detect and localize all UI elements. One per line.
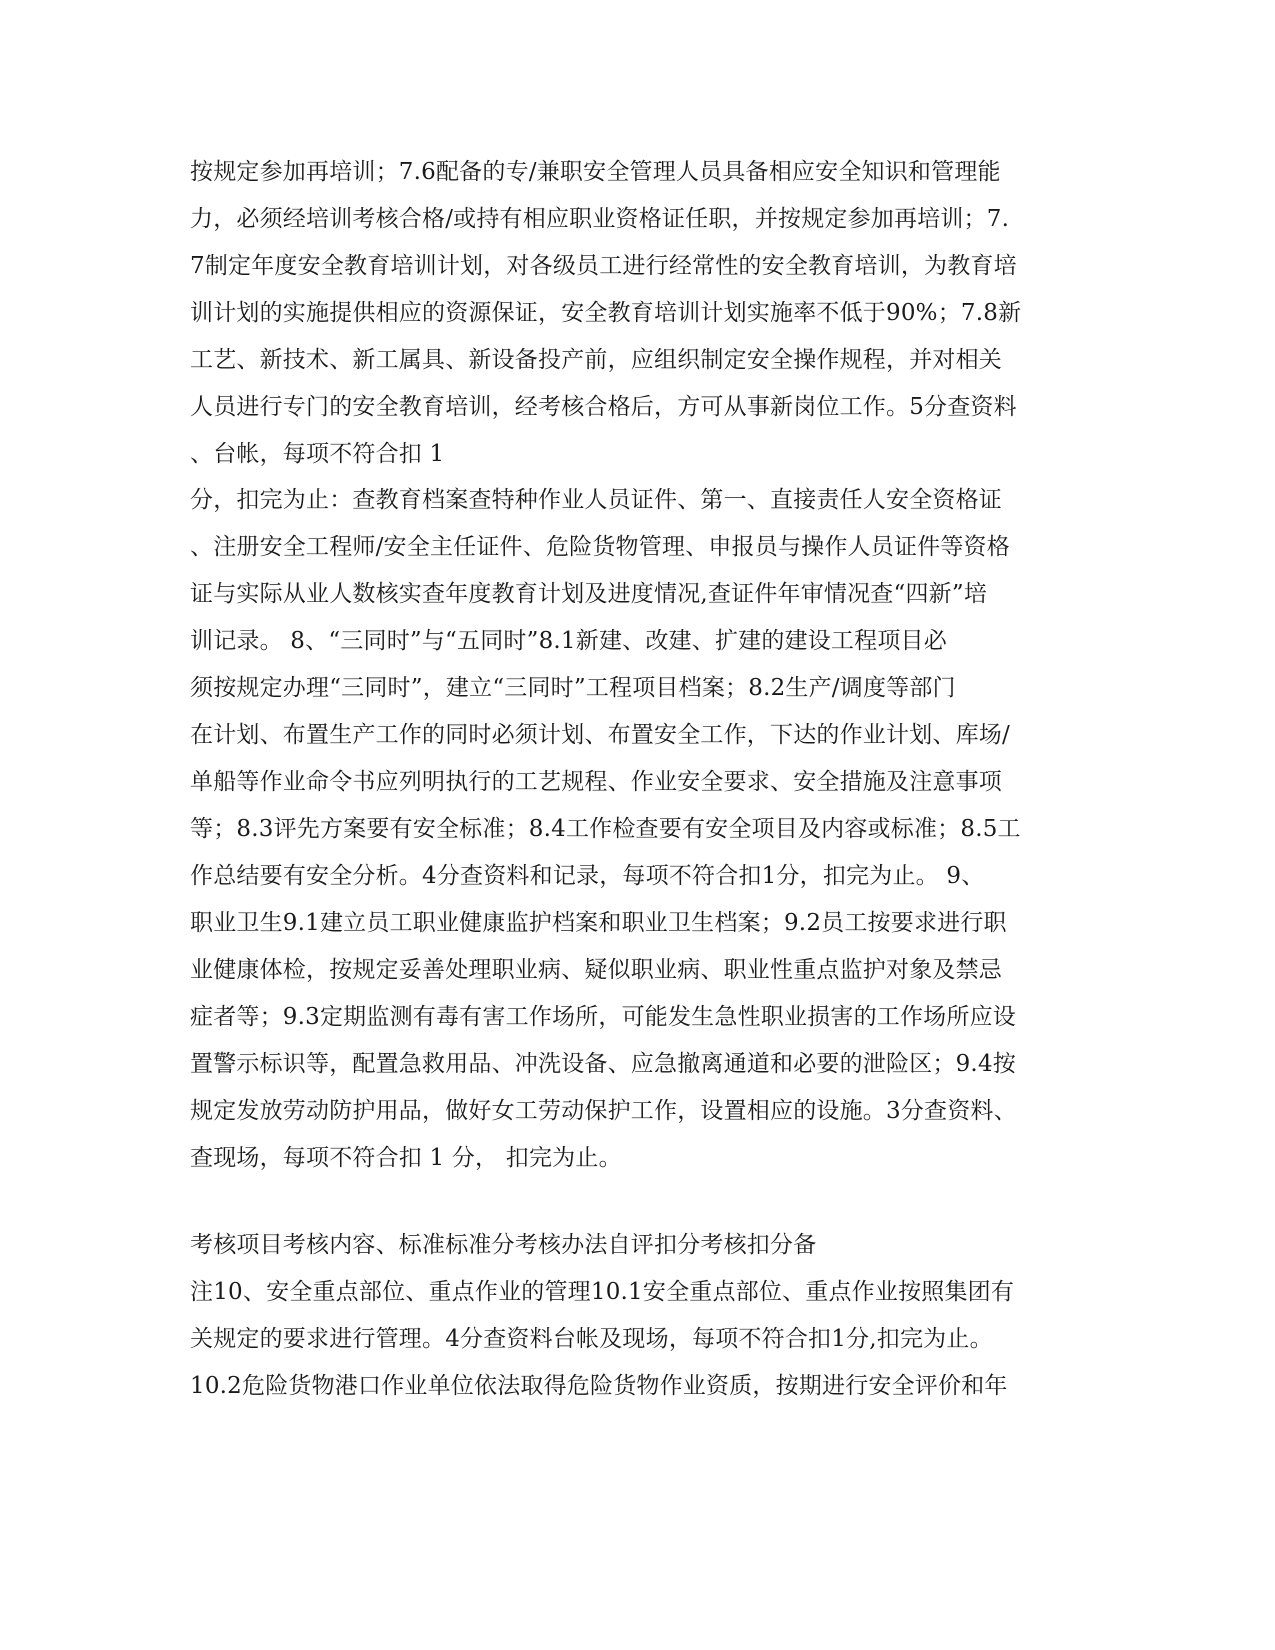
text-line: 须按规定办理“三同时”，建立“三同时”工程项目档案；8.2生产/调度等部门 [190, 675, 956, 701]
text-line: 证与实际从业人数核实查年度教育计划及进度情况,查证件年审情况查“四新”培 [190, 581, 988, 607]
text-line: 7制定年度安全教育培训计划，对各级员工进行经常性的安全教育培训，为教育培 [190, 253, 1017, 279]
text-line: 训记录。 8、“三同时”与“五同时”8.1新建、改建、扩建的建设工程项目必 [190, 628, 947, 654]
text-line: 规定发放劳动防护用品，做好女工劳动保护工作，设置相应的设施。3分查资料、 [190, 1098, 1017, 1124]
text-line: 分，扣完为止：查教育档案查特种作业人员证件、第一、直接责任人安全资格证 [190, 487, 1002, 513]
table-header-line: 考核项目考核内容、标准标准分考核办法自评扣分考核扣分备 [190, 1232, 817, 1258]
text-line: 职业卫生9.1建立员工职业健康监护档案和职业卫生档案；9.2员工按要求进行职 [190, 910, 1007, 936]
text-line: 按规定参加再培训；7.6配备的专/兼职安全管理人员具备相应安全知识和管理能 [190, 159, 1001, 185]
text-line: 单船等作业命令书应列明执行的工艺规程、作业安全要求、安全措施及注意事项 [190, 769, 1002, 795]
text-line: 训计划的实施提供相应的资源保证，安全教育培训计划实施率不低于90%；7.8新 [190, 300, 1022, 326]
text-line: 作总结要有安全分析。4分查资料和记录，每项不符合扣1分，扣完为止。 9、 [190, 863, 985, 889]
text-line: 等；8.3评先方案要有安全标准；8.4工作检查要有安全项目及内容或标准；8.5工 [190, 816, 1021, 842]
text-line: 、台帐，每项不符合扣 1 [190, 441, 445, 467]
text-line: 力，必须经培训考核合格/或持有相应职业资格证任职，并按规定参加再培训；7. [190, 206, 1010, 232]
text-line: 业健康体检，按规定妥善处理职业病、疑似职业病、职业性重点监护对象及禁忌 [190, 957, 1002, 983]
text-line: 症者等；9.3定期监测有毒有害工作场所，可能发生急性职业损害的工作场所应设 [190, 1004, 1016, 1030]
text-line: 查现场，每项不符合扣 1 分， 扣完为止。 [190, 1145, 622, 1171]
text-line: 置警示标识等，配置急救用品、冲洗设备、应急撤离通道和必要的泄险区；9.4按 [190, 1051, 1016, 1077]
text-line: 在计划、布置生产工作的同时必须计划、布置安全工作，下达的作业计划、库场/ [190, 722, 1010, 748]
text-line: 注10、安全重点部位、重点作业的管理10.1安全重点部位、重点作业按照集团有 [190, 1279, 1015, 1305]
text-line: 工艺、新技术、新工属具、新设备投产前，应组织制定安全操作规程，并对相关 [190, 347, 1002, 373]
text-line: 、注册安全工程师/安全主任证件、危险货物管理、申报员与操作人员证件等资格 [190, 534, 1010, 560]
text-line: 关规定的要求进行管理。4分查资料台帐及现场，每项不符合扣1分,扣完为止。 [190, 1326, 993, 1352]
text-line: 人员进行专门的安全教育培训，经考核合格后，方可从事新岗位工作。5分查资料 [190, 394, 1017, 420]
text-line: 10.2危险货物港口作业单位依法取得危险货物作业资质，按期进行安全评价和年 [190, 1373, 1008, 1399]
